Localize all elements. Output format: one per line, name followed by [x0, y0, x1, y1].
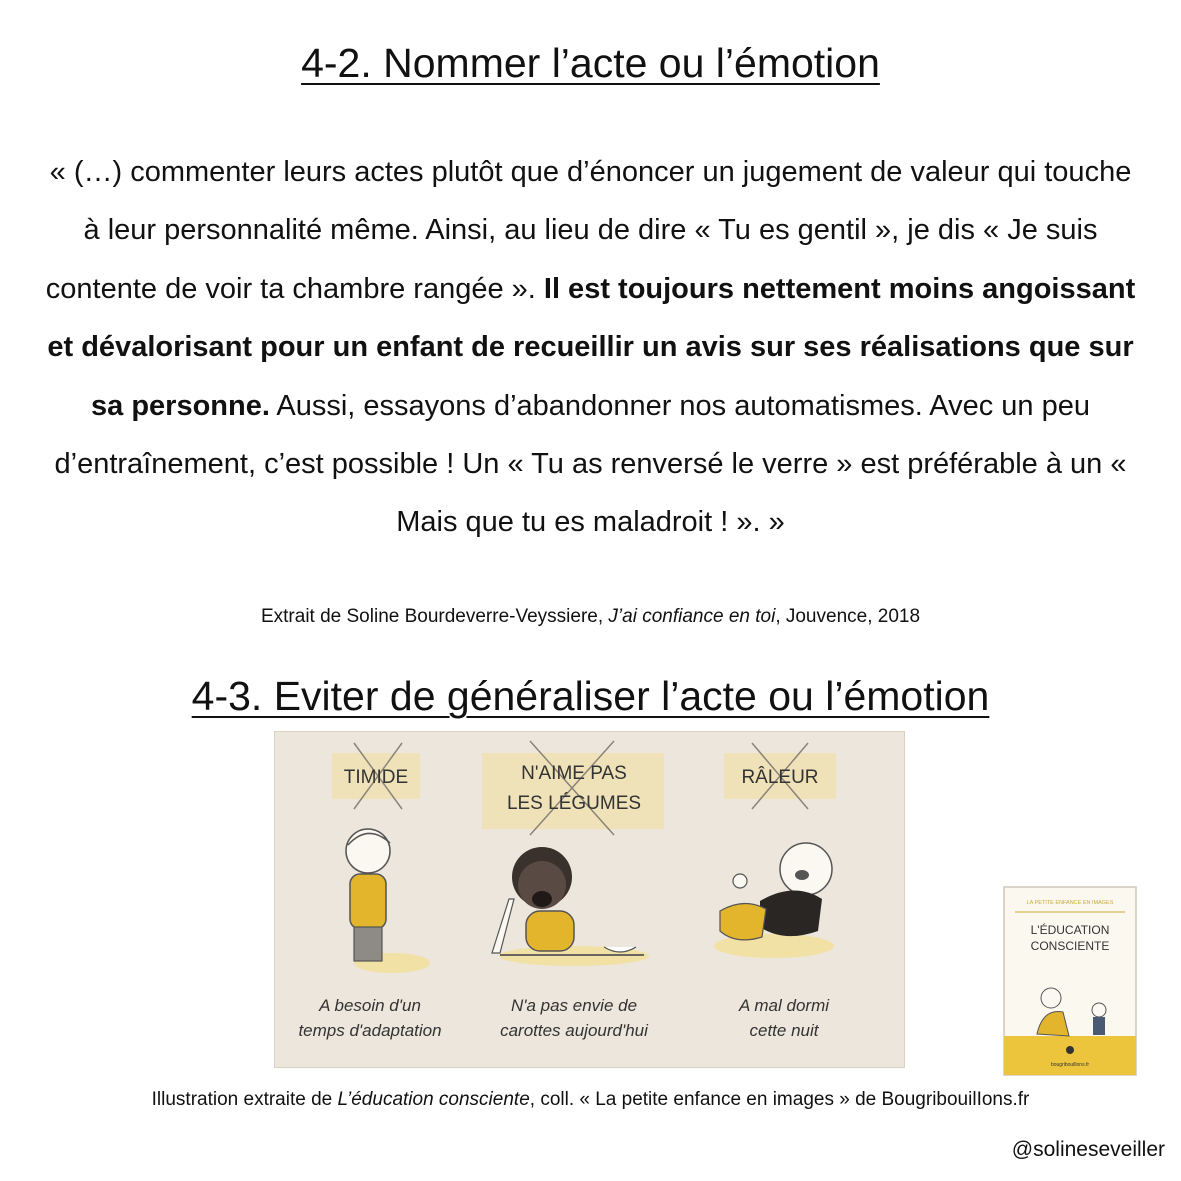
- baby-head: [780, 843, 832, 895]
- caption-book-title: L’éducation consciente: [337, 1089, 530, 1110]
- panel-caption: N'a pas envie de: [510, 996, 638, 1015]
- quote-text-part2: Aussi, essayons d’abandonner nos automatismes. Avec un peu d’entraînement, c’est possible ! Un « Tu as renversé le verre » est préférable à un « Mais que tu es maladroit ! ». »: [54, 389, 1127, 539]
- publisher-logo: [1066, 1046, 1074, 1054]
- quote-text-part1: « (…) commenter leurs actes plutôt que d’énoncer un jugement de valeur qui touche à leur personnalité même. Ainsi, au lieu de dire « Tu es gentil », je dis « Je suis contente de voir ta chambre rangée ».: [45, 156, 1132, 305]
- panel-caption: cette nuit: [749, 1021, 819, 1040]
- child-head: [346, 829, 390, 873]
- illustration-image: [274, 731, 905, 1068]
- caption-prefix: Illustration extraite de: [151, 1089, 338, 1110]
- panel-label: TIMIDE: [343, 767, 409, 788]
- panel-label: RÂLEUR: [741, 767, 819, 788]
- panel-caption: A mal dormi: [738, 996, 830, 1015]
- book-series: LA PETITE ENFANCE EN IMAGES: [1026, 900, 1114, 906]
- author-handle: @solineseveiller: [1011, 1138, 1165, 1161]
- illustration-caption: [0, 1089, 1181, 1111]
- panel-caption: A besoin d'un: [319, 996, 421, 1015]
- panel-caption: carottes aujourd'hui: [500, 1021, 648, 1040]
- source-book-title: J’ai confiance en toi: [608, 606, 776, 627]
- child-body: [350, 874, 386, 929]
- child-body: [526, 911, 574, 951]
- panel-caption: temps d'adaptation: [298, 1021, 442, 1040]
- quote-block: [45, 143, 1136, 552]
- book-band: [1004, 1036, 1136, 1075]
- section-title-generaliser: 4-3. Eviter de généraliser l’acte ou l’émotion: [191, 673, 990, 719]
- caption-suffix: , coll. « La petite enfance en images » de BougribouilIons.fr: [529, 1089, 1030, 1110]
- section-title-nommer: 4-2. Nommer l’acte ou l’émotion: [301, 40, 880, 86]
- source-prefix: Extrait de Soline Bourdeverre-Veyssiere,: [260, 606, 609, 627]
- book-publisher: bougribouillons.fr: [1050, 1062, 1090, 1068]
- book-title-line: CONSCIENTE: [1030, 939, 1110, 953]
- panel-label: N'AIME PAS: [521, 763, 627, 784]
- source-suffix: , Jouvence, 2018: [775, 606, 921, 627]
- book-cover-image: [1003, 886, 1137, 1076]
- quote-text-bold: Il est toujours nettement moins angoissant et dévalorisant pour un enfant de recueillir un avis sur ses réalisations que sur sa personne.: [47, 272, 1136, 422]
- book-title-line: L'ÉDUCATION: [1030, 923, 1110, 937]
- panel-label: LES LÉGUMES: [506, 793, 642, 814]
- quote-source: [0, 606, 1181, 628]
- baby-body: [760, 890, 822, 936]
